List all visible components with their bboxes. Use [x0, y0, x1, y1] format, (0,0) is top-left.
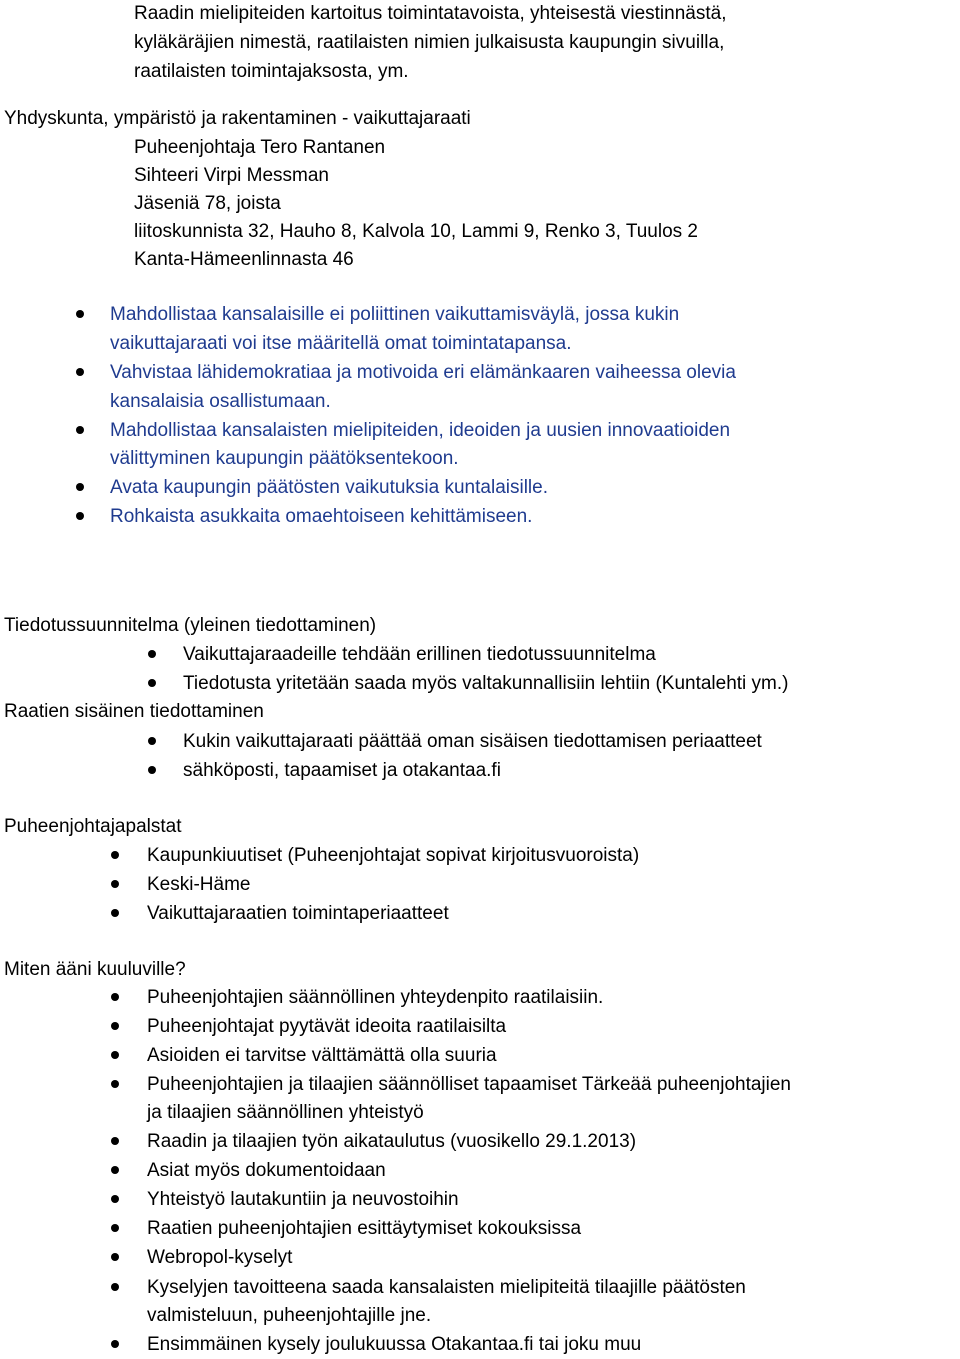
list-item: Tiedotusta yritetään saada myös valtakunnallisiin lehtiin (Kuntalehti ym.) — [183, 673, 789, 694]
bullet-icon — [111, 851, 119, 859]
council-title: Yhdyskunta, ympäristö ja rakentaminen - vaikuttajaraati — [4, 108, 471, 129]
goal-item: Mahdollistaa kansalaisten mielipiteiden, ideoiden ja uusien innovaatioiden — [110, 420, 731, 441]
section-heading: Puheenjohtajapalstat — [4, 816, 182, 837]
list-item: Kukin vaikuttajaraati päättää oman sisäisen tiedottamisen periaatteet — [183, 731, 762, 752]
bullet-icon — [148, 766, 156, 774]
bullet-icon — [76, 512, 84, 520]
council-detail: Jäseniä 78, joista — [134, 193, 281, 214]
bullet-icon — [111, 993, 119, 1001]
bullet-icon — [148, 650, 156, 658]
bullet-icon — [76, 368, 84, 376]
list-item: Raadin ja tilaajien työn aikataulutus (vuosikello 29.1.2013) — [147, 1131, 637, 1152]
goal-item-cont: vaikuttajaraati voi itse määritellä omat toimintatapansa. — [110, 333, 572, 354]
list-item: Asiat myös dokumentoidaan — [147, 1160, 386, 1181]
bullet-icon — [111, 909, 119, 917]
section-heading: Tiedotussuunnitelma (yleinen tiedottaminen) — [4, 615, 377, 636]
goal-item-cont: välittyminen kaupungin päätöksentekoon. — [110, 448, 459, 469]
list-item: sähköposti, tapaamiset ja otakantaa.fi — [183, 760, 501, 781]
intro-line: Raadin mielipiteiden kartoitus toimintatavoista, yhteisestä viestinnästä, — [134, 3, 727, 24]
goal-item: Avata kaupungin päätösten vaikutuksia kuntalaisille. — [110, 477, 548, 498]
bullet-icon — [111, 1080, 119, 1088]
section-heading: Raatien sisäinen tiedottaminen — [4, 701, 264, 722]
council-detail: Puheenjohtaja Tero Rantanen — [134, 137, 386, 158]
bullet-icon — [111, 1195, 119, 1203]
list-item: Puheenjohtajat pyytävät ideoita raatilaisilta — [147, 1016, 507, 1037]
bullet-icon — [111, 880, 119, 888]
list-item: Yhteistyö lautakuntiin ja neuvostoihin — [147, 1189, 459, 1210]
list-item: Vaikuttajaraatien toimintaperiaatteet — [147, 903, 449, 924]
goal-item: Mahdollistaa kansalaisille ei poliittinen vaikuttamisväylä, jossa kukin — [110, 304, 680, 325]
bullet-icon — [111, 1283, 119, 1291]
bullet-icon — [148, 737, 156, 745]
section-heading: Miten ääni kuuluville? — [4, 959, 186, 980]
list-item: Raatien puheenjohtajien esittäytymiset kokouksissa — [147, 1218, 582, 1239]
list-item: Keski-Häme — [147, 874, 251, 895]
bullet-icon — [76, 483, 84, 491]
intro-line: kyläkäräjien nimestä, raatilaisten nimien julkaisusta kaupungin sivuilla, — [134, 32, 725, 53]
goal-item-cont: kansalaisia osallistumaan. — [110, 391, 331, 412]
bullet-icon — [76, 426, 84, 434]
list-item: Ensimmäinen kysely joulukuussa Otakantaa.fi tai joku muu — [147, 1334, 642, 1355]
list-item: Kaupunkiuutiset (Puheenjohtajat sopivat kirjoitusvuoroista) — [147, 845, 640, 866]
goal-item: Rohkaista asukkaita omaehtoiseen kehittämiseen. — [110, 506, 533, 527]
council-detail: Sihteeri Virpi Messman — [134, 165, 330, 186]
list-item: Vaikuttajaraadeille tehdään erillinen tiedotussuunnitelma — [183, 644, 656, 665]
bullet-icon — [111, 1051, 119, 1059]
list-item: Puheenjohtajien säännöllinen yhteydenpito raatilaisiin. — [147, 987, 604, 1008]
list-item: Webropol-kyselyt — [147, 1247, 293, 1268]
bullet-icon — [111, 1022, 119, 1030]
list-item-cont: ja tilaajien säännöllinen yhteistyö — [147, 1102, 424, 1123]
bullet-icon — [111, 1253, 119, 1261]
intro-line: raatilaisten toimintajaksosta, ym. — [134, 61, 409, 82]
council-detail: liitoskunnista 32, Hauho 8, Kalvola 10, Lammi 9, Renko 3, Tuulos 2 — [134, 221, 698, 242]
bullet-icon — [148, 679, 156, 687]
bullet-icon — [76, 310, 84, 318]
list-item-cont: valmisteluun, puheenjohtajille jne. — [147, 1305, 432, 1326]
bullet-icon — [111, 1340, 119, 1348]
goal-item: Vahvistaa lähidemokratiaa ja motivoida eri elämänkaaren vaiheessa olevia — [110, 362, 736, 383]
bullet-icon — [111, 1137, 119, 1145]
list-item: Kyselyjen tavoitteena saada kansalaisten mielipiteitä tilaajille päätösten — [147, 1277, 746, 1298]
bullet-icon — [111, 1166, 119, 1174]
list-item: Puheenjohtajien ja tilaajien säännölliset tapaamiset Tärkeää puheenjohtajien — [147, 1074, 791, 1095]
list-item: Asioiden ei tarvitse välttämättä olla suuria — [147, 1045, 497, 1066]
council-detail: Kanta-Hämeenlinnasta 46 — [134, 249, 354, 270]
bullet-icon — [111, 1224, 119, 1232]
